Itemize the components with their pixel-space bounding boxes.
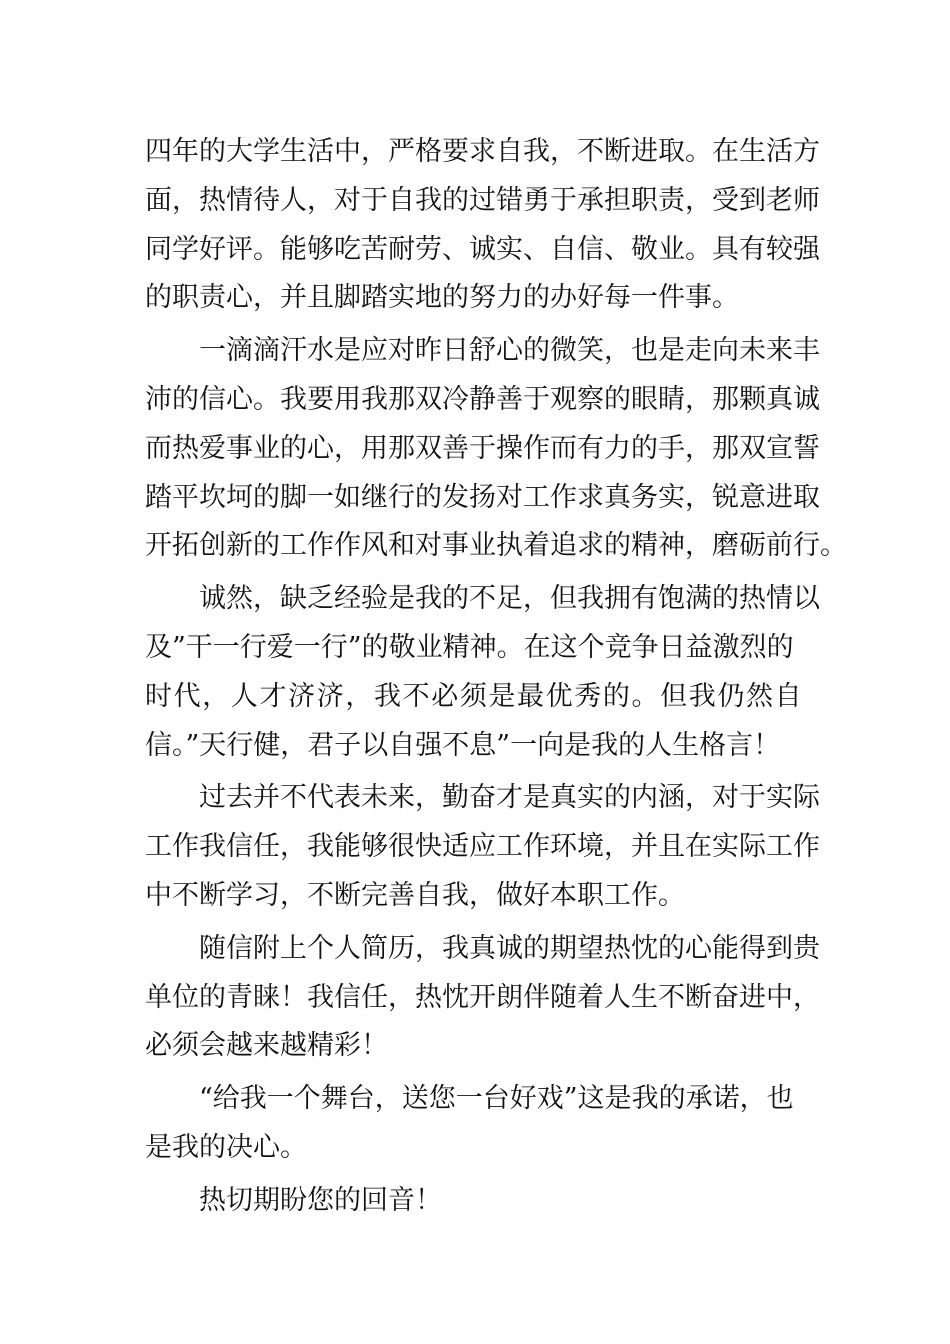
text-line: 的职责心，并且脚踏实地的努力的办好每一件事。 xyxy=(145,282,739,314)
paragraph-7 xyxy=(145,1177,807,1226)
paragraph-4 xyxy=(145,774,820,920)
text-line: 面，热情待人，对于自我的过错勇于承担职责，受到老师 xyxy=(145,184,820,216)
paragraph-5 xyxy=(145,925,820,1071)
text-line: 及”干一行爱一行”的敬业精神。在这个竞争日益激烈的 xyxy=(145,631,794,663)
text-line: 过去并不代表未来，勤奋才是真实的内涵，对于实际 xyxy=(199,782,820,814)
text-line: 而热爱事业的心，用那双善于操作而有力的手，那双宣誓 xyxy=(145,432,820,464)
paragraph-1 xyxy=(145,128,820,323)
text-line: 开拓创新的工作作风和对事业执着追求的精神，磨砺前行。 xyxy=(145,530,847,562)
paragraph-2 xyxy=(145,327,847,571)
text-line: 工作我信任，我能够很快适应工作环境，并且在实际工作 xyxy=(145,831,820,863)
letter-body xyxy=(145,128,847,1226)
text-line: 一滴滴汗水是应对昨日舒心的微笑，也是走向未来丰 xyxy=(199,335,820,367)
paragraph-6 xyxy=(145,1075,807,1173)
text-line: 诚然，缺乏经验是我的不足，但我拥有饱满的热情以 xyxy=(199,583,820,615)
text-line: 四年的大学生活中，严格要求自我，不断进取。在生活方 xyxy=(145,136,820,167)
text-line: 单位的青睐！我信任，热忱开朗伴随着人生不断奋进中， xyxy=(145,981,820,1013)
text-line: 中不断学习，不断完善自我，做好本职工作。 xyxy=(145,879,685,911)
text-line: 时代，人才济济，我不必须是最优秀的。但我仍然自 xyxy=(145,680,804,712)
paragraph-3 xyxy=(145,575,820,770)
text-line: 沛的信心。我要用我那双冷静善于观察的眼睛，那颗真诚 xyxy=(145,383,820,415)
text-line: 必须会越来越精彩！ xyxy=(145,1030,388,1062)
text-line: 随信附上个人简历，我真诚的期望热忱的心能得到贵 xyxy=(199,932,820,964)
text-line: “给我一个舞台，送您一台好戏”这是我的承诺，也 xyxy=(199,1083,794,1115)
text-line: 同学好评。能够吃苦耐劳、诚实、自信、敬业。具有较强 xyxy=(145,233,820,265)
text-line: 是我的决心。 xyxy=(145,1131,307,1163)
text-line: 踏平坎坷的脚一如继行的发扬对工作求真务实，锐意进取 xyxy=(145,481,820,513)
closing-line: 热切期盼您的回音！ xyxy=(199,1184,442,1216)
text-line: 信。”天行健，君子以自强不息”一向是我的人生格言！ xyxy=(145,729,781,761)
